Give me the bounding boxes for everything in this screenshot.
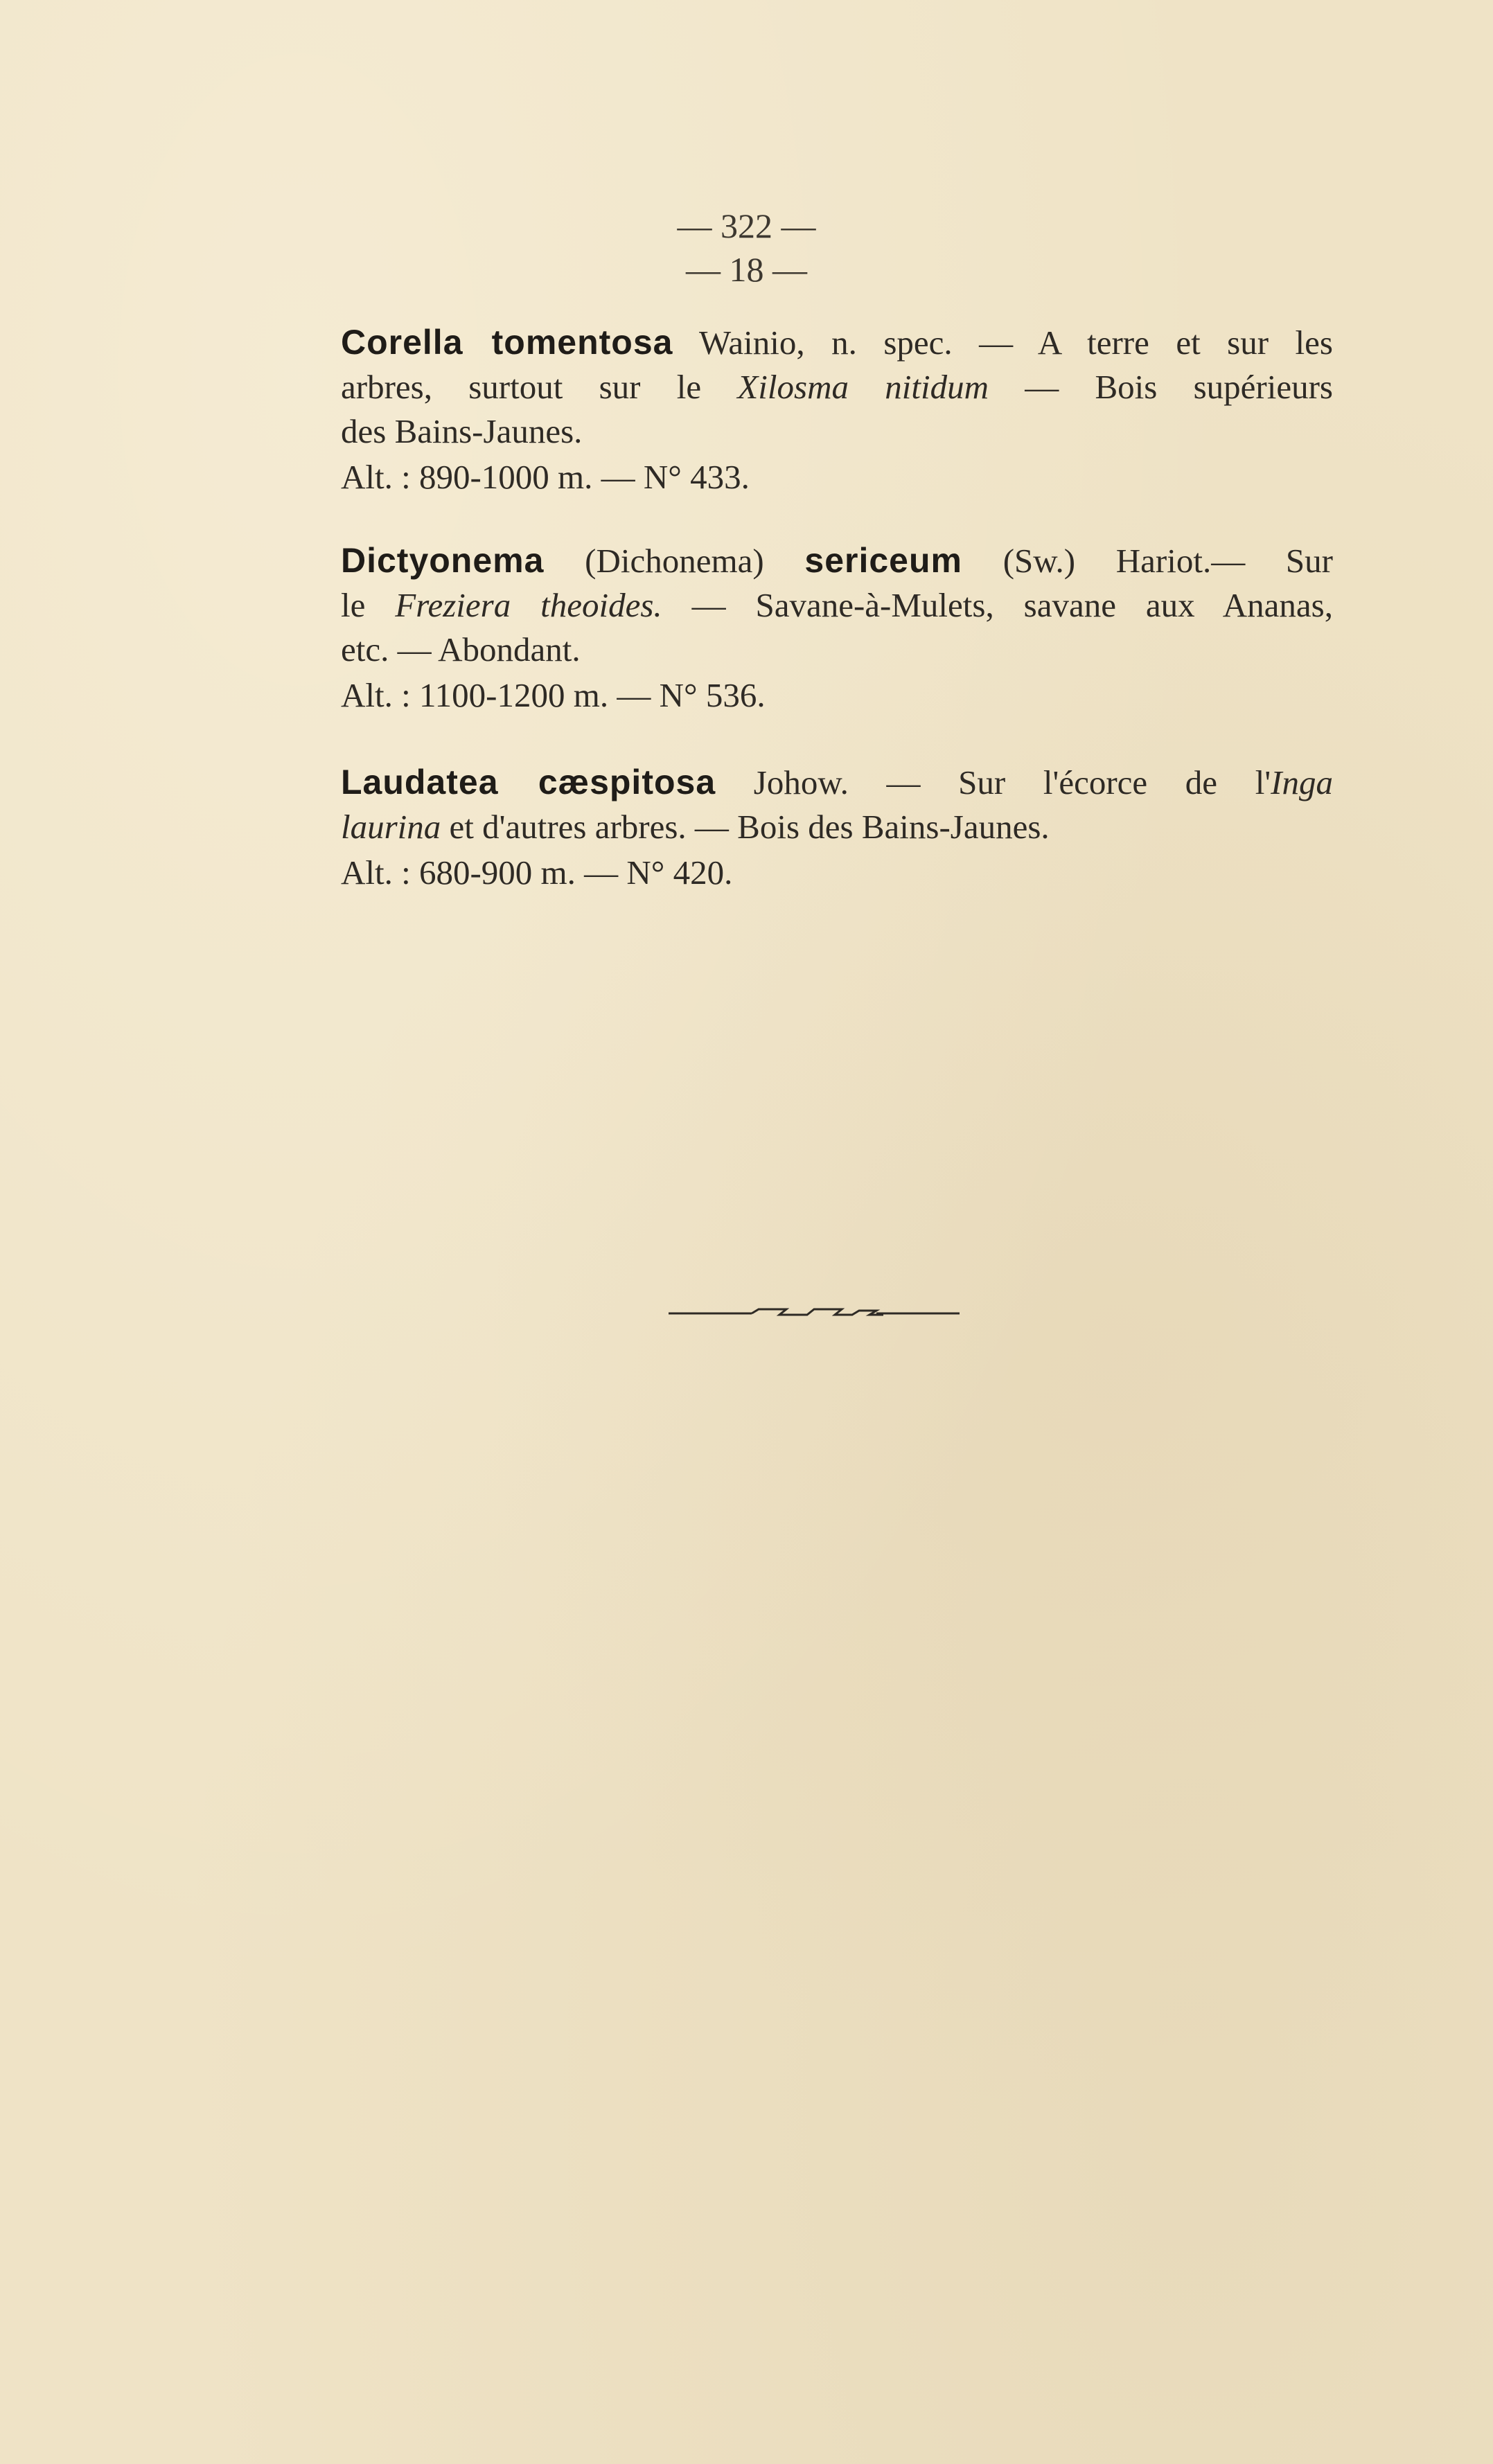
host-name: Inga — [1271, 763, 1333, 801]
author-text: Wainio, n. spec. — A terre et sur les — [673, 323, 1333, 362]
entry-line — [341, 760, 1333, 805]
entry-corella-tomentosa — [341, 320, 1333, 499]
entry-line: des Bains-Jaunes. — [341, 412, 583, 450]
host-name: Xilosma nitidum — [737, 368, 989, 406]
page-number-outer: — 322 — — [677, 206, 816, 245]
altitude-line: Alt. : 890-1000 m. — N° 433. — [341, 458, 750, 496]
entry-line — [341, 365, 1333, 409]
host-name: Freziera theoides. — [395, 586, 662, 624]
species-name: Laudatea cæspitosa — [341, 763, 716, 801]
genus-name: Dictyonema — [341, 541, 545, 580]
entry-line — [341, 583, 1333, 628]
entry-text: — Savane-à-Mulets, savane aux Ananas, — [662, 586, 1333, 624]
entry-line — [341, 320, 1333, 365]
entry-text: et d'autres arbres. — Bois des Bains-Jaunes. — [441, 808, 1050, 846]
altitude-line: Alt. : 1100-1200 m. — N° 536. — [341, 676, 766, 714]
entry-text: le — [341, 586, 396, 624]
species-name: Corella tomentosa — [341, 323, 673, 362]
page-number-inner: — 18 — — [686, 250, 807, 289]
entry-laudatea-caespitosa — [341, 760, 1333, 895]
author-text: Johow. — Sur l'écorce de l' — [716, 763, 1271, 801]
species-name: sericeum — [804, 541, 962, 580]
entry-line: etc. — Abondant. — [341, 630, 581, 668]
entry-line — [341, 538, 1333, 583]
subgenus-text: (Dichonema) — [544, 542, 805, 580]
entry-text: — Bois supérieurs — [988, 368, 1333, 406]
end-ornament — [669, 1305, 960, 1320]
altitude-line: Alt. : 680-900 m. — N° 420. — [341, 853, 733, 892]
host-name: laurina — [341, 808, 441, 846]
author-text: (Sw.) Hariot.— Sur — [962, 542, 1333, 580]
entry-dictyonema-sericeum — [341, 538, 1333, 718]
entry-text: arbres, surtout sur le — [341, 368, 738, 406]
entry-line — [341, 805, 1333, 849]
